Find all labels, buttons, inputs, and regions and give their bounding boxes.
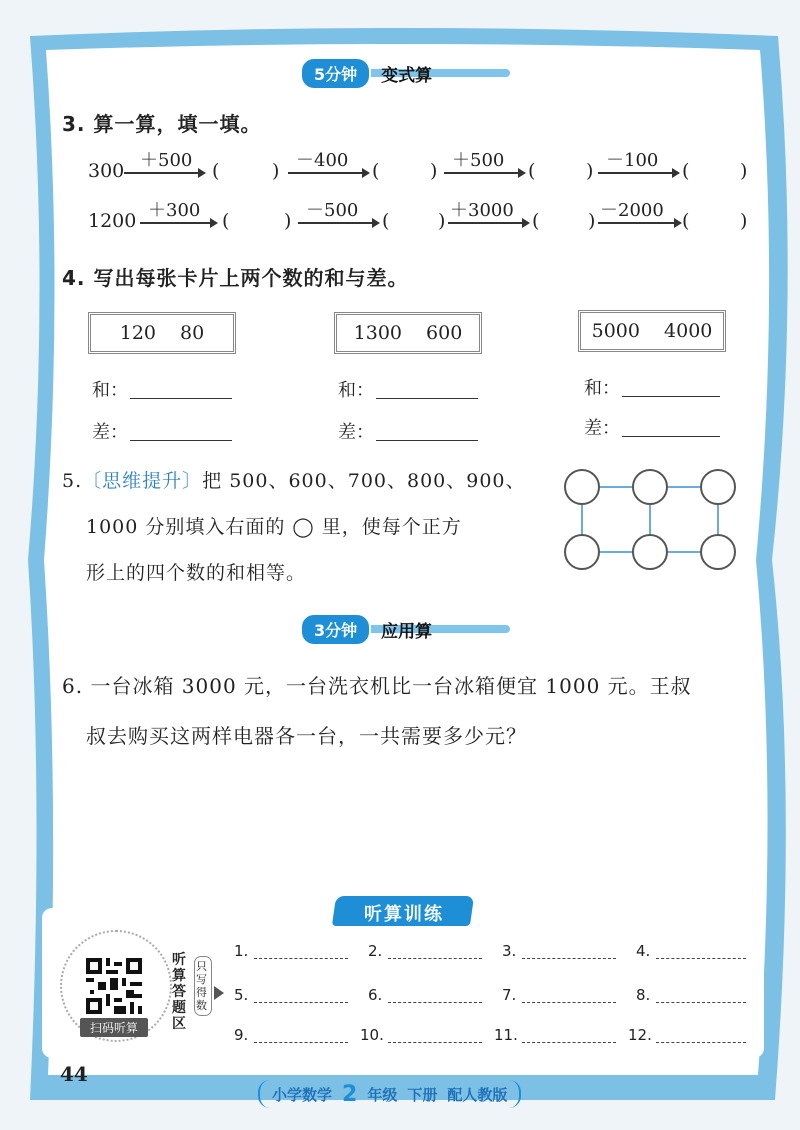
answer-number: 3. — [502, 942, 517, 960]
q3-title: 3. 算一算，填一填。 — [62, 112, 262, 136]
book-grade: 年级 — [367, 1085, 398, 1104]
answer-circle — [700, 469, 736, 505]
answer-number: 5. — [234, 986, 249, 1004]
book-volume: 下册 — [407, 1085, 438, 1104]
answer-blank[interactable] — [254, 1042, 348, 1043]
q3-row2-op3: ＋3000 — [450, 200, 514, 221]
answer-circle — [564, 534, 600, 570]
q3-row1-op3: ＋500 — [452, 150, 505, 171]
q3-paren: ( — [528, 160, 536, 182]
book-subject: 小学数学 — [272, 1085, 333, 1104]
answer-number: 8. — [636, 986, 651, 1004]
q3-row1-op4: －100 — [606, 150, 659, 171]
q6-line2: 叔去购买这两样电器各一台，一共需要多少元？ — [86, 724, 527, 748]
arrow-icon — [598, 172, 678, 174]
number-card: 120 80 — [88, 312, 236, 354]
section-title: 应用算 — [381, 621, 433, 642]
answer-area-label: 听算答题区 — [172, 952, 186, 1032]
book-edition: 配人教版 — [447, 1085, 508, 1104]
diff-label: 差： — [584, 418, 620, 439]
answer-blank[interactable] — [522, 1042, 616, 1043]
answer-line — [376, 440, 478, 441]
q3-paren: ( — [212, 160, 220, 182]
answer-circle — [632, 469, 668, 505]
section-header-variant — [300, 58, 510, 88]
q3-paren: ( — [682, 160, 690, 182]
q3-paren: ) — [430, 160, 438, 182]
number-card: 1300 600 — [334, 312, 482, 354]
qr-caption: 扫码听算 — [80, 1018, 148, 1037]
answer-blank[interactable] — [522, 958, 616, 959]
answer-number: 12. — [628, 1026, 652, 1044]
answer-number: 10. — [360, 1026, 384, 1044]
answer-blank[interactable] — [656, 1002, 746, 1003]
answer-line — [622, 436, 720, 437]
q3-row1-start: 300 — [88, 160, 125, 182]
answer-area-note: 只写得数 — [194, 956, 212, 1016]
arrow-icon — [140, 222, 216, 224]
answer-blank[interactable] — [656, 958, 746, 959]
answer-blank[interactable] — [388, 1002, 482, 1003]
book-grade-number: 2 — [342, 1081, 358, 1107]
page-number: 44 — [60, 1062, 88, 1086]
arrow-icon — [298, 222, 378, 224]
q3-paren: ( — [682, 210, 690, 232]
answer-blank[interactable] — [522, 1002, 616, 1003]
answer-circle — [700, 534, 736, 570]
q3-paren: ) — [588, 210, 596, 232]
answer-number: 4. — [636, 942, 651, 960]
q5-line2: 1000 分别填入右面的 ◯ 里，使每个正方 — [86, 516, 462, 538]
section-header-application — [300, 614, 510, 644]
play-arrow-icon — [214, 986, 224, 1000]
diff-label: 差： — [338, 422, 374, 443]
answer-number: 9. — [234, 1026, 249, 1044]
q6-line1: 6. 一台冰箱 3000 元，一台洗衣机比一台冰箱便宜 1000 元。王叔 — [62, 674, 692, 698]
sum-label: 和： — [584, 378, 620, 399]
q5-line3: 形上的四个数的和相等。 — [86, 562, 307, 584]
q3-paren: ( — [382, 210, 390, 232]
arrow-icon — [448, 222, 528, 224]
q4-title: 4. 写出每张卡片上两个数的和与差。 — [62, 266, 409, 290]
answer-line — [622, 396, 720, 397]
diff-label: 差： — [92, 422, 128, 443]
q5-tag: 〔思维提升〕 — [82, 470, 203, 492]
arrow-icon — [288, 172, 368, 174]
q3-paren: ) — [586, 160, 594, 182]
answer-line — [130, 398, 232, 399]
answer-circle — [632, 534, 668, 570]
arrow-icon — [124, 172, 204, 174]
q3-paren: ( — [372, 160, 380, 182]
q5-line1 — [62, 458, 526, 504]
answer-blank[interactable] — [388, 958, 482, 959]
q3-paren: ( — [222, 210, 230, 232]
listening-title: 听算训练 — [364, 904, 444, 925]
q3-row2-start: 1200 — [88, 210, 137, 232]
q5-text: 把 500、600、700、800、900、 — [202, 470, 526, 492]
sum-label: 和： — [92, 380, 128, 401]
qr-code-icon[interactable] — [86, 958, 142, 1014]
q3-paren: ( — [532, 210, 540, 232]
answer-blank[interactable] — [656, 1042, 746, 1043]
section-title: 变式算 — [381, 65, 433, 86]
answer-circle — [564, 469, 600, 505]
answer-line — [130, 440, 232, 441]
answer-number: 11. — [494, 1026, 518, 1044]
answer-number: 2. — [368, 942, 383, 960]
answer-blank[interactable] — [254, 958, 348, 959]
answer-line — [376, 398, 478, 399]
answer-blank[interactable] — [388, 1042, 482, 1043]
q3-paren: ) — [740, 210, 748, 232]
answer-blank[interactable] — [254, 1002, 348, 1003]
book-info — [258, 1080, 521, 1108]
q3-paren: ) — [740, 160, 748, 182]
answer-number: 6. — [368, 986, 383, 1004]
section-time-badge: 3分钟 — [300, 613, 371, 646]
q3-row1-op2: －400 — [296, 150, 349, 171]
arrow-icon — [444, 172, 524, 174]
arrow-icon — [598, 222, 680, 224]
q3-row1-op1: ＋500 — [140, 150, 193, 171]
section-time-badge: 5分钟 — [300, 57, 371, 90]
q3-paren: ) — [438, 210, 446, 232]
q3-row2-op4: －2000 — [600, 200, 664, 221]
number-card: 5000 4000 — [578, 310, 726, 352]
answer-number: 1. — [234, 942, 249, 960]
sum-label: 和： — [338, 380, 374, 401]
answer-number: 7. — [502, 986, 517, 1004]
q3-row2-op1: ＋300 — [148, 200, 201, 221]
q5-number: 5. — [62, 470, 83, 492]
q3-paren: ) — [284, 210, 292, 232]
q3-paren: ) — [272, 160, 280, 182]
q3-row2-op2: －500 — [306, 200, 359, 221]
